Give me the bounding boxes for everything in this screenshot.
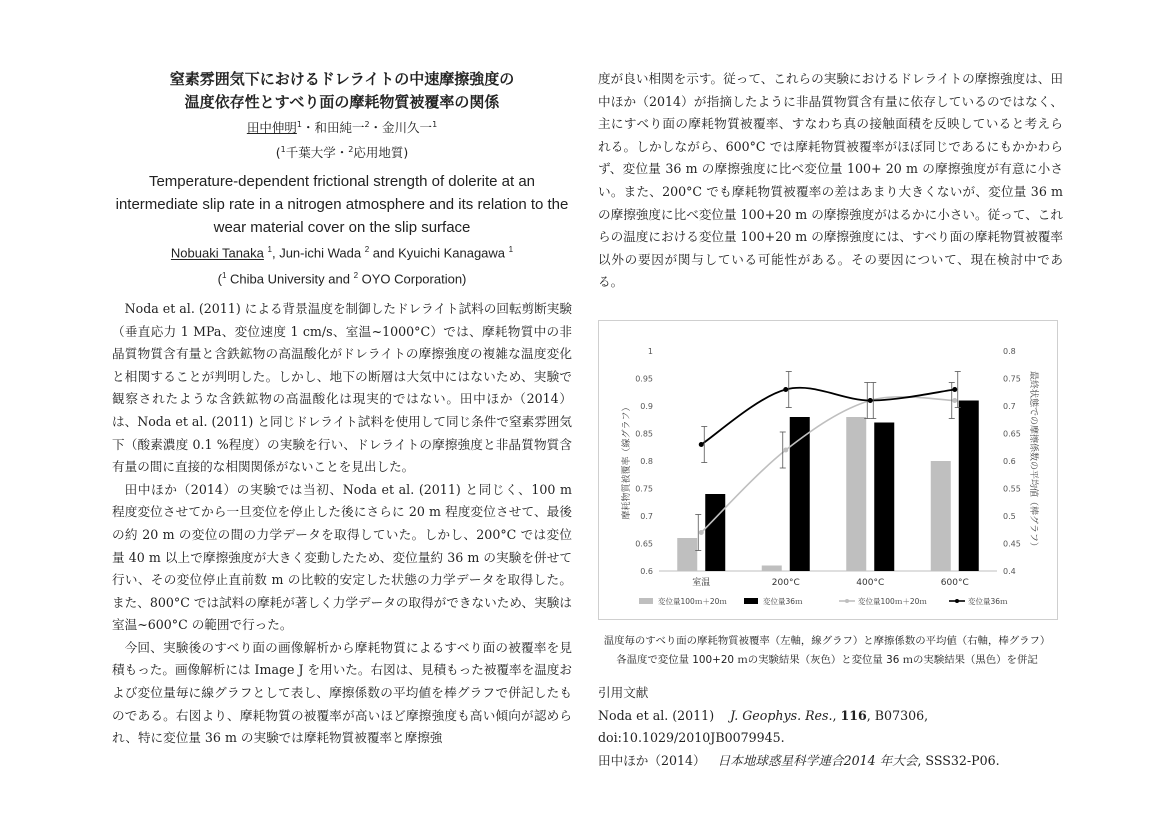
bar bbox=[959, 401, 979, 572]
x-tick-label: 600°C bbox=[940, 578, 969, 588]
y-right-axis-label: 最終状態での摩擦係数の平均値（棒グラフ） bbox=[1028, 370, 1038, 552]
bar bbox=[677, 538, 697, 571]
title-jp-line2: 温度依存性とすべり面の摩耗物質被覆率の関係 bbox=[184, 93, 500, 111]
y-left-axis-label: 摩耗物質被覆率（線グラフ） bbox=[622, 402, 632, 520]
title-en-line3: wear material cover on the slip surface bbox=[213, 219, 471, 237]
y-left-tick-label: 0.7 bbox=[640, 512, 653, 521]
paragraph-continued: 度が良い相関を示す。従って、これらの実験におけるドレライトの摩擦強度は、田中ほか（2014）が指摘したように非晶質物質含有量に依存しているのではなく、主にすべり面の摩耗物質被覆率、すなわち真の接触面積を反映していると考えられる。しかしながら、600°C では摩耗物質被覆率がほぼ同じであるにもかかわらず、変位量 36 m の摩擦強度に比べ変位量 100+ 20 m の摩擦強度が有意に小さい。また、200°C でも摩耗物質被覆率の差はあまり大きくないが、変位量 36 m の摩擦強度に比べ変位量 100+20 m の摩擦強度がはるかに小さい。従って、これらの温度における変位量 100+20 m の摩擦強度には、すべり面の摩耗物質被覆率以外の要因が関与している可能性がある。その要因について、現在検討中である。 bbox=[598, 71, 1063, 290]
y-left-tick-label: 0.95 bbox=[635, 374, 653, 384]
author-jp-3: ・金川久一 bbox=[369, 120, 433, 136]
references bbox=[598, 682, 1063, 772]
data-point bbox=[783, 387, 788, 392]
title-jp-line1: 窒素雰囲気下におけるドレライトの中速摩擦強度の bbox=[169, 70, 515, 88]
title-en-line1: Temperature-dependent frictional strength of dolerite at an bbox=[148, 173, 536, 191]
y-left-tick-label: 0.75 bbox=[635, 484, 653, 494]
y-left-tick-label: 1 bbox=[647, 347, 653, 356]
ref1-author: Noda et al. (2011) bbox=[598, 707, 715, 723]
sup: 1 bbox=[221, 270, 227, 280]
y-right-tick-label: 0.45 bbox=[1003, 539, 1021, 549]
x-tick-label: 400°C bbox=[856, 578, 885, 588]
right-column bbox=[598, 68, 1063, 294]
y-right-tick-label: 0.65 bbox=[1003, 429, 1021, 439]
legend-marker bbox=[955, 599, 959, 603]
affil-open: ( bbox=[217, 270, 222, 286]
affiliation-jp bbox=[112, 139, 572, 164]
data-point bbox=[952, 398, 957, 403]
author-en-1: Nobuaki Tanaka bbox=[170, 245, 264, 261]
paragraph-2: 田中ほか（2014）の実験では当初、Noda et al. (2011) と同じく、100 m 程度変位させてから一旦変位を停止した後にさらに 20 m 程度変位させて、最後の約 20 m の変位の間の力学データを取得していた。しかし、200°C では変位量 40 m 以上で摩擦強度が大きく変動したため、変位量約 36 m の実験を併せて行い、その変位停止直前数 m の比較的安定した状態の力学データを取得した。また、800°C では試料の摩耗が著しく力学データの取得ができないため、実験は室温~600°C の範囲で行った。 bbox=[112, 481, 572, 633]
data-point bbox=[952, 387, 957, 392]
x-tick-label: 室温 bbox=[692, 578, 711, 588]
sup: 2 bbox=[348, 145, 354, 155]
data-point bbox=[868, 398, 873, 403]
legend-marker bbox=[845, 599, 849, 603]
coverage-friction-chart bbox=[599, 321, 1057, 619]
ref1-rest: , B07306, doi:10.1029/2010JB0079945. bbox=[598, 707, 929, 745]
y-right-tick-label: 0.75 bbox=[1003, 374, 1021, 384]
reference-1: Noda et al. (2011) J. Geophys. Res., 116, B07306, doi:10.1029/2010JB0079945. bbox=[598, 707, 929, 745]
bar bbox=[874, 423, 894, 572]
author-jp-1: 田中伸明 bbox=[246, 120, 297, 136]
sup: 1 bbox=[280, 145, 286, 155]
authors-jp bbox=[112, 114, 572, 139]
caption-line1: 温度毎のすべり面の摩耗物質被覆率（左軸，線グラフ）と摩擦係数の平均値（右軸，棒グラフ） bbox=[603, 635, 1051, 647]
chart-frame bbox=[598, 320, 1058, 620]
bar bbox=[762, 566, 782, 572]
y-left-tick-label: 0.85 bbox=[635, 429, 653, 439]
bar bbox=[705, 494, 725, 571]
affil-text2: 応用地質) bbox=[353, 145, 409, 161]
ref2-author: 田中ほか（2014） bbox=[598, 752, 706, 768]
y-right-tick-label: 0.7 bbox=[1003, 402, 1016, 411]
data-point bbox=[783, 448, 788, 453]
legend-label: 変位量100ｍ＋20ｍ bbox=[858, 597, 927, 606]
bar bbox=[846, 417, 866, 571]
y-left-tick-label: 0.8 bbox=[640, 457, 653, 466]
affil-text2: OYO Corporation) bbox=[358, 270, 467, 286]
left-column bbox=[112, 68, 572, 750]
sup: 1 bbox=[296, 120, 302, 129]
sup: 2 bbox=[364, 245, 370, 255]
abstract-body bbox=[112, 298, 572, 750]
data-point bbox=[699, 442, 704, 447]
data-point bbox=[699, 530, 704, 535]
author-en-2: , Jun-ichi Wada bbox=[271, 245, 365, 261]
y-right-tick-label: 0.6 bbox=[1003, 457, 1016, 466]
y-right-tick-label: 0.55 bbox=[1003, 484, 1021, 494]
legend-label: 変位量36ｍ bbox=[763, 597, 803, 606]
ref1-volume: 116 bbox=[840, 707, 867, 723]
series-line bbox=[701, 397, 955, 533]
y-right-tick-label: 0.4 bbox=[1003, 567, 1016, 576]
figure-caption bbox=[598, 632, 1056, 670]
y-left-tick-label: 0.6 bbox=[640, 567, 653, 576]
paragraph-1: Noda et al. (2011) による背景温度を制御したドレライト試料の回転剪断実験（垂直応力 1 MPa、変位速度 1 cm/s、室温~1000°C）では、摩耗物質中の非晶質物質含有量と含鉄鉱物の高温酸化がドレライトの摩擦強度の複雑な温度変化と相関することが判明した。しかし、地下の断層は大気中にはないため、実験で観察されたような含鉄鉱物の高温酸化は現実的ではない。田中ほか（2014）は、Noda et al. (2011) と同じドレライト試料を使用して同じ条件で窒素雰囲気下（酸素濃度 0.1 %程度）の実験を行い、ドレライトの摩擦強度と非晶質物質含有量の間に直接的な相関関係がないことを見出した。 bbox=[112, 300, 572, 475]
sup: 1 bbox=[267, 245, 272, 255]
sup: 1 bbox=[508, 245, 514, 255]
legend-label: 変位量100ｍ＋20ｍ bbox=[658, 597, 727, 606]
y-left-tick-label: 0.65 bbox=[635, 539, 653, 549]
ref2-rest: , SSS32-P06. bbox=[917, 752, 1000, 768]
series-line bbox=[701, 388, 955, 445]
affil-text: 千葉大学・ bbox=[285, 145, 349, 161]
sup: 2 bbox=[364, 120, 370, 129]
y-right-tick-label: 0.5 bbox=[1003, 512, 1016, 521]
ref2-journal: 日本地球惑星科学連合2014 年大会 bbox=[717, 752, 918, 768]
paragraph-3: 今回、実験後のすべり面の画像解析から摩耗物質によるすべり面の被覆率を見積もった。画像解析には Image J を用いた。右図は、見積もった被覆率を温度および変位量毎に線グラフとして表し、摩擦係数の平均値を棒グラフで併記したものである。右図より、摩耗物質の被覆率が高いほど摩擦強度も高い傾向が認められ、特に変位量 36 m の実験では摩耗物質被覆率と摩擦強 bbox=[112, 639, 572, 746]
legend-label: 変位量36ｍ bbox=[968, 597, 1008, 606]
sup: 2 bbox=[353, 270, 359, 280]
y-right-tick-label: 0.8 bbox=[1003, 347, 1016, 356]
references-heading: 引用文献 bbox=[598, 685, 649, 700]
reference-2 bbox=[598, 750, 1063, 773]
x-tick-label: 200°C bbox=[771, 578, 800, 588]
title-en bbox=[112, 170, 572, 239]
authors-en bbox=[112, 239, 572, 264]
caption-line2: 各温度で変位量 100+20 ｍの実験結果（灰色）と変位量 36 ｍの実験結果（黒色）を併記 bbox=[616, 654, 1038, 666]
sup: 1 bbox=[432, 120, 438, 129]
ref1-journal: J. Geophys. Res. bbox=[730, 707, 833, 723]
affil-open: ( bbox=[275, 145, 281, 161]
legend-swatch bbox=[744, 598, 758, 604]
y-left-tick-label: 0.9 bbox=[640, 402, 653, 411]
author-jp-2: ・和田純一 bbox=[301, 120, 365, 136]
bar bbox=[931, 461, 951, 571]
affiliation-en bbox=[112, 265, 572, 290]
legend-swatch bbox=[639, 598, 653, 604]
author-en-3: and Kyuichi Kanagawa bbox=[369, 245, 509, 261]
affil-text: Chiba University and bbox=[226, 270, 354, 286]
title-en-line2: intermediate slip rate in a nitrogen atmosphere and its relation to the bbox=[115, 196, 569, 214]
